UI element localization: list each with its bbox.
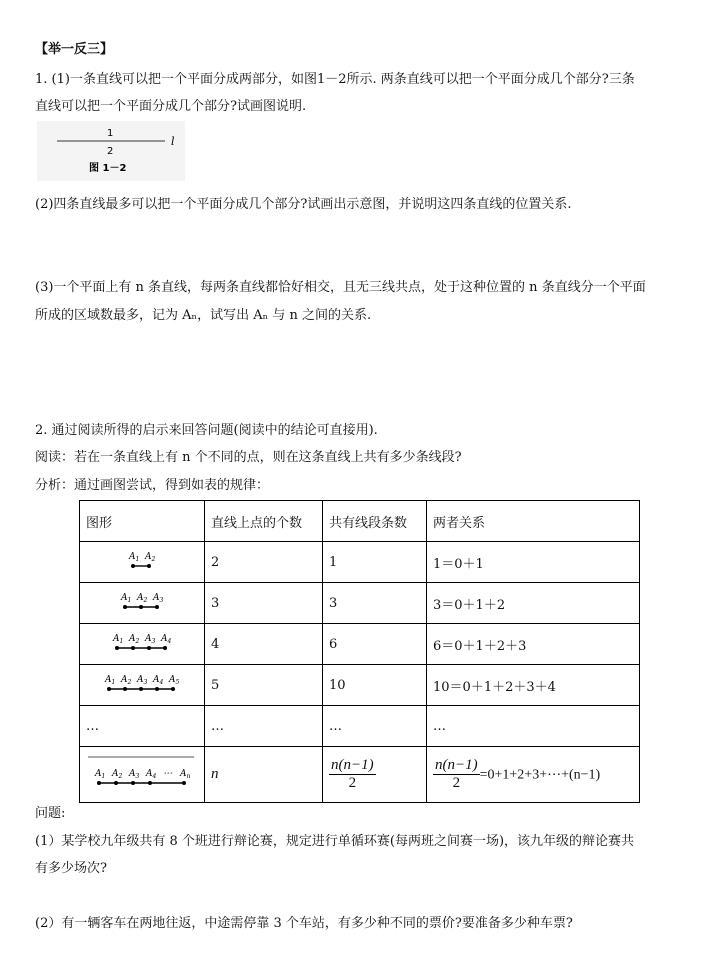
point-label: $A_2$ xyxy=(137,593,148,604)
segment-figure-general xyxy=(86,753,198,793)
q2-analysis: 分析：通过画图尝试，得到如表的规律： xyxy=(35,478,270,493)
row-figure xyxy=(80,665,205,706)
segment-figure xyxy=(86,667,196,699)
row-points: 3 xyxy=(205,583,323,624)
ellipsis-cell: … xyxy=(323,706,427,747)
pattern-table xyxy=(79,500,640,803)
fraction-numerator: n(n−1) xyxy=(329,757,376,775)
segment-figure xyxy=(86,544,196,576)
point-label: $A_1$ xyxy=(105,675,116,686)
segment-point xyxy=(182,781,186,785)
segment-point xyxy=(147,646,151,650)
point-label: $A_2$ xyxy=(145,552,156,563)
figure-label-top: 1 xyxy=(107,128,114,139)
relation-fraction xyxy=(433,757,480,793)
point-label: $A_1$ xyxy=(121,593,132,604)
segment-point xyxy=(139,605,143,609)
q1-part2: (2)四条直线最多可以把一个平面分成几个部分?试画出示意图，并说明这四条直线的位置关系. xyxy=(35,197,572,212)
row-points: 5 xyxy=(205,665,323,706)
general-segments xyxy=(323,747,427,803)
row-segments: 3 xyxy=(323,583,427,624)
table-header-row xyxy=(80,501,640,542)
row-figure xyxy=(80,624,205,665)
segment-point xyxy=(139,687,143,691)
relation-sum: =0+1+2+3+⋯+(n−1) xyxy=(479,767,601,782)
figure-1-2 xyxy=(37,121,185,181)
q2-reading: 阅读：若在一条直线上有 n 个不同的点，则在这条直线上共有多少条线段? xyxy=(35,450,462,465)
q1-part3-line2: 所成的区域数最多，记为 Aₙ，试写出 Aₙ 与 n 之间的关系. xyxy=(35,308,372,323)
segment-point xyxy=(171,687,175,691)
table-row xyxy=(80,665,640,706)
ellipsis-cell: … xyxy=(427,706,640,747)
point-label: $A_n$ xyxy=(180,768,191,780)
point-label: $A_2$ xyxy=(129,634,140,645)
segment-point xyxy=(107,687,111,691)
q1-part3-line1: (3)一个平面上有 n 条直线，每两条直线都恰好相交，且无三线共点，处于这种位置的 n 条直线分一个平面 xyxy=(35,280,646,295)
q2-sub1-line2: 有多少场次? xyxy=(35,861,107,876)
header-points: 直线上点的个数 xyxy=(205,501,323,542)
segment-point xyxy=(163,646,167,650)
ellipsis-cell: … xyxy=(205,706,323,747)
point-label: $A_3$ xyxy=(129,768,140,780)
row-segments: 6 xyxy=(323,624,427,665)
row-relation: 6＝0＋1＋2＋3 xyxy=(427,624,640,665)
segments-fraction xyxy=(329,757,376,793)
point-label: $A_1$ xyxy=(95,768,106,780)
figure-1-2-drawing xyxy=(37,121,185,181)
row-figure xyxy=(80,542,205,583)
table-row xyxy=(80,624,640,665)
row-segments: 1 xyxy=(323,542,427,583)
point-label: $A_1$ xyxy=(129,552,140,563)
row-relation: 1＝0＋1 xyxy=(427,542,640,583)
point-label: $A_2$ xyxy=(112,768,123,780)
row-relation: 10＝0＋1＋2＋3＋4 xyxy=(427,665,640,706)
section-heading: 【举一反三】 xyxy=(35,42,114,57)
point-label: $A_1$ xyxy=(113,634,124,645)
table-row-ellipsis xyxy=(80,706,640,747)
q1-line1: 1. (1)一条直线可以把一个平面分成两部分，如图1－2所示. 两条直线可以把一个平面分成几个部分?三条 xyxy=(35,72,635,87)
point-label: $A_4$ xyxy=(146,768,157,780)
segment-point xyxy=(123,605,127,609)
row-points: 4 xyxy=(205,624,323,665)
header-segments: 共有线段条数 xyxy=(323,501,427,542)
row-figure xyxy=(80,747,205,803)
fraction-numerator: n(n−1) xyxy=(433,757,480,775)
segment-figure xyxy=(86,626,196,658)
segment-point xyxy=(155,605,159,609)
q2-sub2: (2）有一辆客车在两地往返，中途需停靠 3 个车站，有多少种不同的票价?要准备多少种车票? xyxy=(35,916,573,931)
segment-point xyxy=(147,564,151,568)
table-row xyxy=(80,542,640,583)
segment-figure xyxy=(86,585,196,617)
segment-point xyxy=(97,781,101,785)
row-segments: 10 xyxy=(323,665,427,706)
segment-point xyxy=(148,781,152,785)
header-figure: 图形 xyxy=(80,501,205,542)
point-label: ⋯ xyxy=(163,768,172,779)
segment-point xyxy=(114,781,118,785)
question-label: 问题: xyxy=(35,806,66,821)
header-relation: 两者关系 xyxy=(427,501,640,542)
point-label: $A_3$ xyxy=(137,675,148,686)
point-label: $A_5$ xyxy=(169,675,180,686)
segment-point xyxy=(131,564,135,568)
point-label: $A_4$ xyxy=(153,675,164,686)
segment-point xyxy=(115,646,119,650)
segment-point xyxy=(123,687,127,691)
ellipsis-cell: … xyxy=(80,706,205,747)
general-points: n xyxy=(205,747,323,803)
point-label: $A_2$ xyxy=(121,675,132,686)
table-row-general xyxy=(80,747,640,803)
figure-caption: 图 1－2 xyxy=(89,163,127,174)
segment-point xyxy=(131,781,135,785)
point-label: $A_3$ xyxy=(145,634,156,645)
point-label: $A_3$ xyxy=(153,593,164,604)
table-row xyxy=(80,583,640,624)
q2-sub1-line1: (1）某学校九年级共有 8 个班进行辩论赛，规定进行单循环赛(每两班之间赛一场)，该九年级的辩论赛共 xyxy=(35,834,635,849)
row-relation: 3＝0＋1＋2 xyxy=(427,583,640,624)
fraction-denominator: 2 xyxy=(348,775,357,791)
q1-line2: 直线可以把一个平面分成几个部分?试画图说明. xyxy=(35,99,307,114)
row-points: 2 xyxy=(205,542,323,583)
general-relation xyxy=(427,747,640,803)
segment-point xyxy=(131,646,135,650)
segment-point xyxy=(155,687,159,691)
point-label: $A_4$ xyxy=(161,634,172,645)
q2-intro: 2. 通过阅读所得的启示来回答问题(阅读中的结论可直接用). xyxy=(35,423,378,438)
figure-label-bottom: 2 xyxy=(107,146,114,157)
row-figure xyxy=(80,583,205,624)
fraction-denominator: 2 xyxy=(452,775,461,791)
figure-line-label: l xyxy=(171,135,175,148)
